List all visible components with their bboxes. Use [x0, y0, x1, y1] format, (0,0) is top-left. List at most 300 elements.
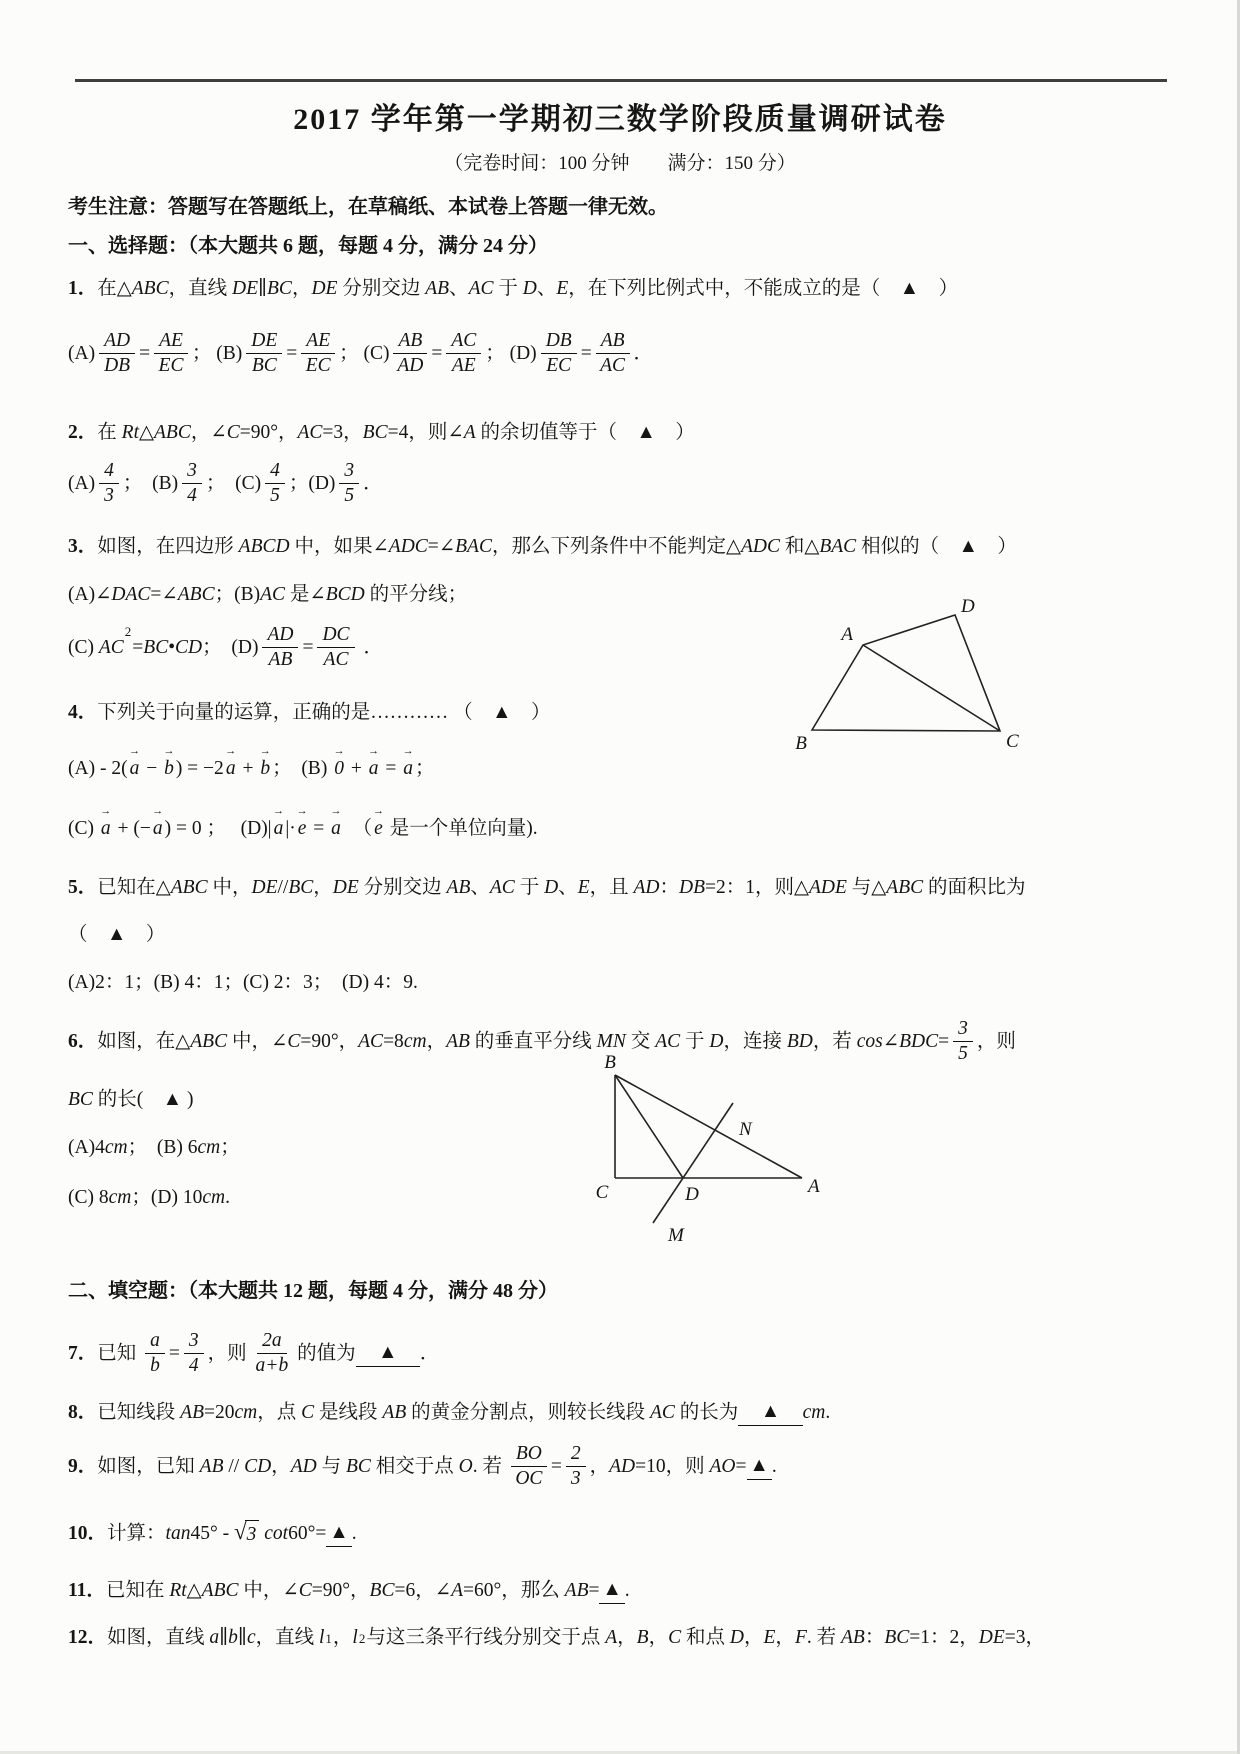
math-variable: AD: [290, 1455, 317, 1477]
fraction-numerator: 4: [265, 460, 285, 484]
math-variable: AO: [709, 1455, 736, 1477]
math-variable: ABC: [886, 877, 924, 898]
text-segment: 在: [97, 422, 122, 443]
text-segment: −: [141, 758, 163, 779]
fraction-numerator: 3: [339, 460, 359, 484]
vector-arrow: →: [296, 805, 308, 817]
math-variable: BD: [786, 1030, 813, 1052]
math-variable: AC: [297, 422, 323, 443]
vector-arrow: →: [333, 745, 345, 757]
text-segment: 于: [680, 1030, 710, 1052]
text-segment: ∥: [258, 278, 268, 299]
vector-symbol: [372, 805, 385, 841]
text-segment: =4，则∠: [387, 422, 464, 443]
text-segment: 如图，在△: [97, 1030, 191, 1052]
text-segment: 中，: [207, 877, 252, 898]
text-segment: (A)∠: [68, 584, 112, 605]
text-segment: + (−: [112, 818, 151, 839]
bold-text-segment: 1．: [68, 278, 98, 299]
header-rule: [75, 79, 1167, 82]
text-segment: 与: [316, 1455, 346, 1477]
vector-symbol: [258, 745, 272, 781]
fraction: [541, 330, 577, 377]
vector-letter: b: [260, 758, 271, 779]
vector-arrow: →: [402, 745, 414, 757]
text-segment: ，: [426, 1030, 447, 1052]
text-segment: . 若: [806, 1627, 841, 1648]
vector-symbol: [296, 805, 309, 841]
section-1-header: [68, 233, 548, 259]
text-segment: ，: [775, 1627, 795, 1648]
fraction-denominator: EC: [158, 354, 184, 376]
math-variable: cm: [197, 1137, 221, 1158]
question-11-text: [68, 1577, 630, 1604]
vector-symbol: [128, 745, 142, 781]
vector-arrow: →: [330, 805, 342, 817]
figure-quadrilateral-abcd: [695, 540, 1025, 755]
fraction: [145, 1330, 165, 1377]
text-segment: ，∠: [190, 422, 227, 443]
text-segment: (C) 8: [68, 1187, 109, 1208]
subscript: 1: [325, 1631, 332, 1647]
question-2-text: [68, 420, 695, 445]
vector-symbol: [367, 745, 381, 781]
math-variable: ABC: [190, 1030, 228, 1052]
text-segment: 与这三条平行线分别交于点: [366, 1627, 606, 1648]
text-segment: =: [588, 1580, 600, 1601]
fraction-denominator: 4: [187, 484, 197, 506]
text-segment: 如图，在四边形: [97, 536, 239, 557]
vector-letter: 0: [334, 758, 344, 779]
text-segment: (C): [68, 818, 99, 839]
text-segment: (C): [68, 636, 99, 658]
text-segment: 交: [625, 1030, 656, 1052]
fraction: [262, 624, 298, 671]
math-variable: C: [287, 1030, 301, 1052]
text-segment: 的黄金分割点，则较长线段: [406, 1402, 650, 1423]
fraction-denominator: BC: [251, 354, 277, 376]
fraction: [265, 460, 285, 507]
math-variable: DE: [332, 877, 359, 898]
fraction-numerator: 3: [184, 1330, 204, 1354]
vertex-label-a: A: [841, 624, 853, 645]
text-segment: ，在下列比例式中，不能成立的是（ ▲ ）: [568, 278, 959, 299]
text-segment: ) = 0 ； (D)|: [164, 818, 272, 839]
math-variable: MN: [596, 1030, 626, 1052]
text-segment: =: [938, 1030, 950, 1052]
math-variable: a: [209, 1627, 220, 1648]
text-segment: |·: [285, 818, 296, 839]
question-4-options-cd: [68, 805, 538, 841]
text-segment: 的面积比为: [923, 877, 1026, 898]
math-variable: BC: [362, 422, 388, 443]
text-segment: ，直线: [255, 1627, 319, 1648]
vector-letter: a: [331, 818, 341, 839]
text-segment: ，连接: [723, 1030, 787, 1052]
superscript: 2: [124, 624, 132, 639]
text-segment: ：: [864, 1627, 885, 1648]
text-segment: ．: [363, 472, 383, 494]
math-variable: AB: [564, 1580, 589, 1601]
fraction-numerator: AB: [393, 330, 427, 354]
math-variable: ABC: [201, 1580, 239, 1601]
section-2-header: [68, 1278, 558, 1304]
vector-letter: e: [297, 818, 307, 839]
vertex-label-b: B: [795, 733, 807, 754]
math-variable: BAC: [819, 536, 857, 557]
vector-symbol: [329, 805, 343, 841]
answer-blank: ▲: [738, 1399, 802, 1426]
math-variable: AD: [633, 877, 660, 898]
fraction-denominator: EC: [305, 354, 331, 376]
text-segment: 如图，已知: [97, 1455, 200, 1477]
question-6-options-ab: [68, 1135, 240, 1160]
text-segment: 与△: [846, 877, 887, 898]
page-title: 2017 学年第一学期初三数学阶段质量调研试卷: [293, 103, 947, 136]
text-segment: =: [302, 636, 314, 658]
exam-notice: 考生注意：答题写在答题纸上，在草稿纸、本试卷上答题一律无效。: [68, 196, 668, 218]
text-segment: (A)2：1；(B) 4：1；(C) 2：3； (D) 4：9.: [68, 972, 418, 993]
text-segment: ，点: [257, 1402, 302, 1423]
math-variable: Rt: [121, 422, 139, 443]
vector-letter: a: [152, 818, 163, 839]
fraction: [596, 330, 630, 377]
text-segment: ；(B): [214, 584, 261, 605]
text-segment: ； (B) 6: [127, 1137, 198, 1158]
text-segment: ； (C): [205, 472, 262, 494]
math-variable: ABC: [170, 877, 208, 898]
vertex-label-c: C: [1006, 731, 1019, 752]
vector-letter: a: [100, 818, 111, 839]
math-variable: AB: [841, 1627, 865, 1648]
fraction-denominator: AE: [451, 354, 476, 376]
text-segment: 在△: [97, 278, 132, 299]
text-segment: =: [139, 342, 151, 364]
text-segment: =: [308, 818, 330, 839]
question-12-text: [68, 1625, 1045, 1650]
text-segment: (A)4: [68, 1137, 105, 1158]
text-segment: (A) - 2(: [68, 758, 128, 779]
text-segment: 、: [449, 278, 469, 299]
fraction-denominator: EC: [546, 354, 572, 376]
question-4-text: [68, 700, 550, 725]
math-variable: AB: [199, 1455, 224, 1477]
text-segment: 、: [536, 278, 557, 299]
math-variable: AB: [382, 1402, 407, 1423]
math-variable: AC: [650, 1402, 675, 1423]
vector-arrow: →: [259, 745, 271, 757]
fraction-numerator: DB: [541, 330, 577, 354]
math-variable: AD: [609, 1455, 636, 1477]
text-segment: ； (D): [485, 342, 537, 364]
text-segment: =: [431, 342, 443, 364]
bold-text-segment: 7．: [68, 1342, 98, 1364]
fraction-denominator: AB: [268, 648, 293, 670]
math-variable: ABCD: [238, 536, 290, 557]
math-variable: E: [763, 1627, 776, 1648]
fraction-denominator: b: [150, 1354, 160, 1376]
math-variable: C: [298, 1580, 312, 1601]
math-variable: cm: [802, 1402, 826, 1423]
text-segment: 的长为: [674, 1402, 739, 1423]
text-segment: △: [186, 1580, 202, 1601]
math-variable: BC: [345, 1455, 371, 1477]
text-segment: =3，: [322, 422, 363, 443]
text-segment: 的垂直平分线: [469, 1030, 597, 1052]
text-segment: ； (D): [202, 636, 259, 658]
fraction-numerator: DE: [246, 330, 282, 354]
math-variable: E: [577, 877, 590, 898]
text-segment: =60°，那么: [462, 1580, 565, 1601]
fraction-numerator: AD: [99, 330, 135, 354]
text-segment: ，则: [976, 1030, 1016, 1052]
text-segment: =: [132, 636, 144, 658]
point-label-d: D: [685, 1184, 699, 1205]
fraction: [511, 1443, 547, 1490]
text-segment: 已知: [97, 1342, 142, 1364]
vector-symbol: [224, 745, 238, 781]
fraction: [953, 1018, 973, 1065]
math-variable: AC: [98, 636, 124, 658]
text-segment: ，: [648, 1627, 669, 1648]
vector-symbol: [401, 745, 415, 781]
answer-blank: ▲: [747, 1453, 772, 1480]
bold-text-segment: 2．: [68, 422, 98, 443]
question-5-options: [68, 970, 418, 995]
math-variable: DE: [311, 278, 338, 299]
bold-text-segment: 6．: [68, 1030, 98, 1052]
math-variable: ABC: [131, 278, 169, 299]
text-segment: 45° -: [190, 1523, 234, 1544]
math-variable: cot: [264, 1523, 289, 1544]
math-variable: D: [544, 877, 559, 898]
vector-arrow: →: [368, 745, 380, 757]
text-segment: ，直线: [168, 278, 232, 299]
text-segment: 于: [514, 877, 545, 898]
vertex-label-d: D: [961, 596, 975, 617]
text-segment: ．: [358, 636, 383, 658]
text-segment: 的余切值等于（ ▲ ）: [475, 422, 695, 443]
text-segment: ，那么下列条件中不能判定△: [491, 536, 741, 557]
text-segment: //: [223, 1455, 245, 1477]
page-subtitle: （完卷时间：100 分钟 满分：150 分）: [444, 153, 796, 174]
fraction: [256, 1330, 289, 1377]
fraction-denominator: AC: [600, 354, 626, 376]
question-1-options: [68, 330, 653, 377]
fraction: [246, 330, 282, 377]
math-variable: BC: [884, 1627, 910, 1648]
fraction-numerator: 2a: [257, 1330, 287, 1354]
text-segment: ∥: [219, 1627, 229, 1648]
math-variable: AC: [358, 1030, 384, 1052]
math-variable: AB: [180, 1402, 204, 1423]
math-variable: DE: [232, 278, 258, 299]
math-variable: AB: [446, 1030, 470, 1052]
vector-letter: a: [403, 758, 413, 779]
text-segment: 是∠: [285, 584, 326, 605]
text-segment: ) = −2: [175, 758, 224, 779]
text-segment: ；(D) 10: [131, 1187, 203, 1208]
fraction-denominator: 4: [188, 1354, 199, 1376]
bold-text-segment: 9．: [68, 1455, 98, 1477]
text-segment: ； (B): [191, 342, 243, 364]
bold-text-segment: 10．: [68, 1523, 108, 1544]
math-variable: AC: [489, 877, 515, 898]
math-variable: BC: [369, 1580, 395, 1601]
question-5-text: [68, 875, 1026, 900]
fraction-denominator: 3: [104, 484, 114, 506]
fraction-numerator: BO: [511, 1443, 547, 1467]
radicand: 3: [245, 1520, 260, 1547]
math-variable: cos: [856, 1030, 883, 1052]
answer-blank: ▲: [599, 1577, 624, 1604]
bold-text-segment: 5．: [68, 877, 98, 898]
math-variable: ADE: [809, 877, 847, 898]
question-5-answer-brackets: [68, 922, 165, 947]
text-segment: =: [735, 1455, 747, 1477]
math-variable: DAC: [111, 584, 151, 605]
text-segment: =: [168, 1342, 180, 1364]
text-segment: .: [351, 1523, 357, 1544]
fraction-numerator: AD: [262, 624, 298, 648]
radical-sign: √: [234, 1519, 247, 1544]
text-segment: =90°，: [300, 1030, 359, 1052]
text-segment: .: [624, 1580, 630, 1601]
math-variable: ABC: [177, 584, 215, 605]
text-segment: (A): [68, 342, 96, 364]
text-segment: 已知在: [105, 1580, 170, 1601]
text-segment: ； (B): [272, 758, 333, 779]
math-variable: CD: [244, 1455, 272, 1477]
fraction: [317, 624, 354, 671]
text-segment: 是线段: [314, 1402, 383, 1423]
vector-arrow: →: [163, 745, 175, 757]
vector-letter: a: [129, 758, 140, 779]
text-segment: .: [825, 1402, 831, 1423]
text-segment: ，: [332, 1627, 353, 1648]
math-variable: l: [318, 1627, 325, 1648]
math-variable: b: [228, 1627, 238, 1648]
math-variable: BDC: [899, 1030, 939, 1052]
fraction-denominator: OC: [515, 1467, 543, 1489]
fraction-numerator: a: [145, 1330, 165, 1354]
math-variable: Rt: [169, 1580, 187, 1601]
text-segment: ；: [414, 758, 435, 779]
vector-symbol: [272, 805, 286, 841]
bold-text-segment: 12．: [68, 1627, 108, 1648]
text-segment: =∠: [427, 536, 456, 557]
text-segment: 计算：: [107, 1523, 166, 1544]
text-segment: 、: [558, 877, 578, 898]
math-variable: D: [522, 278, 537, 299]
text-segment: ，: [271, 1455, 291, 1477]
question-3-options-cd: [68, 624, 383, 671]
text-segment: 中，∠: [227, 1030, 288, 1052]
text-segment: 和△: [779, 536, 820, 557]
fraction: [301, 330, 335, 377]
fraction-denominator: 5: [344, 484, 355, 506]
text-segment: +: [237, 758, 259, 779]
vertex-label-a: A: [808, 1176, 820, 1197]
text-segment: =10，则: [635, 1455, 710, 1477]
math-variable: cm: [108, 1187, 132, 1208]
text-segment: ，: [313, 877, 333, 898]
bold-text-segment: 8．: [68, 1402, 98, 1423]
text-segment: ；: [220, 1137, 240, 1158]
text-segment: △: [139, 422, 154, 443]
vector-arrow: →: [128, 745, 140, 757]
vector-arrow: →: [225, 745, 237, 757]
fraction-numerator: 3: [953, 1018, 973, 1042]
math-variable: cm: [202, 1187, 226, 1208]
side-ba: [615, 1075, 802, 1178]
text-segment: ∠: [882, 1030, 900, 1052]
text-segment: 的平分线；: [364, 584, 468, 605]
fraction-numerator: DC: [317, 624, 354, 648]
text-segment: 中，如果∠: [289, 536, 389, 557]
text-segment: +: [345, 758, 367, 779]
math-variable: BC: [68, 1089, 93, 1110]
question-9-text: [68, 1443, 777, 1490]
bold-text-segment: 11．: [68, 1580, 106, 1601]
fraction-denominator: 3: [570, 1467, 581, 1489]
math-variable: BCD: [325, 584, 365, 605]
fraction: [339, 460, 359, 507]
math-variable: DE: [978, 1627, 1005, 1648]
text-segment: ∥: [237, 1627, 247, 1648]
text-segment: =90°，: [311, 1580, 370, 1601]
point-label-m: M: [668, 1225, 684, 1245]
text-segment: 已知线段: [97, 1402, 181, 1423]
math-variable: B: [636, 1627, 649, 1648]
math-variable: ADC: [388, 536, 428, 557]
text-segment: ； (B): [122, 472, 179, 494]
answer-blank: ▲: [356, 1340, 420, 1367]
math-variable: cm: [403, 1030, 427, 1052]
fraction-numerator: 3: [182, 460, 202, 484]
fraction: [184, 1330, 204, 1377]
text-segment: ，: [743, 1627, 764, 1648]
text-segment: =∠: [150, 584, 178, 605]
vector-arrow: →: [152, 805, 164, 817]
text-segment: 分别交边: [358, 877, 447, 898]
math-variable: ABC: [154, 422, 191, 443]
text-segment: =: [286, 342, 298, 364]
text-segment: 相似的（ ▲ ）: [856, 536, 1017, 557]
math-variable: CD: [175, 636, 203, 658]
question-4-options-ab: [68, 745, 435, 781]
vector-arrow: →: [272, 805, 284, 817]
bold-text-segment: 一、选择题：（本大题共 6 题，每题 4 分，满分 24 分）: [68, 235, 548, 257]
question-2-options: [68, 460, 383, 507]
text-segment: =6，∠: [394, 1580, 452, 1601]
math-variable: BC: [143, 636, 169, 658]
text-segment: ．: [633, 342, 654, 364]
fraction: [446, 330, 481, 377]
text-segment: •: [168, 636, 176, 658]
bold-text-segment: 4．: [68, 702, 98, 723]
math-variable: tan: [165, 1523, 191, 1544]
fraction-denominator: 5: [270, 484, 280, 506]
text-segment: //: [277, 877, 289, 898]
text-segment: 的长( ▲ ): [92, 1089, 194, 1110]
text-segment: （: [342, 818, 373, 839]
text-segment: ，: [291, 278, 312, 299]
math-variable: AB: [425, 278, 450, 299]
fraction: [393, 330, 427, 377]
text-segment: ：: [659, 877, 680, 898]
text-segment: (A): [68, 472, 96, 494]
